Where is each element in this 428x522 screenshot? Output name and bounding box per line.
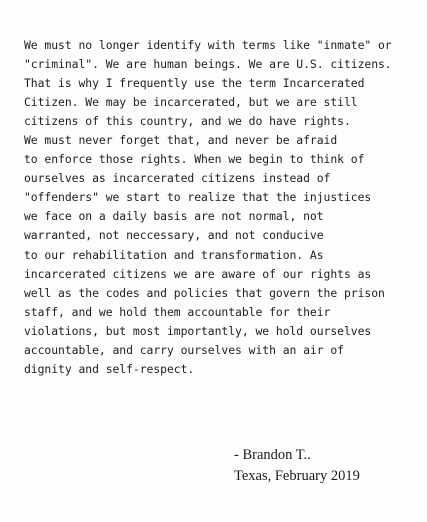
body-line: accountable, and carry ourselves with an air of — [24, 342, 344, 357]
body-line: "criminal". We are human beings. We are U.S. citizens. — [24, 57, 392, 72]
location-date: Texas, February 2019 — [234, 468, 360, 484]
body-line: staff, and we hold them accountable for their — [24, 304, 331, 319]
body-line: ourselves as incarcerated citizens instead of — [24, 171, 331, 186]
body-line: We must no longer identify with terms like "inmate" or — [24, 38, 392, 52]
body-line: Citizen. We may be incarcerated, but we are still — [24, 95, 358, 110]
body-line: to enforce those rights. When we begin to think of — [24, 152, 365, 167]
body-line: incarcerated citizens we are aware of our rights as — [24, 266, 372, 281]
body-line: well as the codes and policies that govern the prison — [24, 285, 385, 300]
body-line: to our rehabilitation and transformation. As — [24, 247, 324, 262]
signature-block — [234, 445, 360, 487]
body-line: "offenders" we start to realize that the injustices — [24, 190, 372, 205]
body-line: citizens of this country, and we do have rights. — [24, 114, 351, 129]
body-line: We must never forget that, and never be afraid — [24, 133, 338, 148]
body-line: violations, but most importantly, we hold ourselves — [24, 323, 372, 338]
body-line: we face on a daily basis are not normal, not — [24, 209, 324, 224]
body-line: dignity and self-respect. — [24, 361, 195, 376]
body-line: warranted, not neccessary, and not conducive — [24, 228, 324, 243]
body-line: That is why I frequently use the term Incarcerated — [24, 76, 365, 91]
letter-body — [24, 36, 416, 379]
author-name: - Brandon T.. — [234, 447, 311, 463]
